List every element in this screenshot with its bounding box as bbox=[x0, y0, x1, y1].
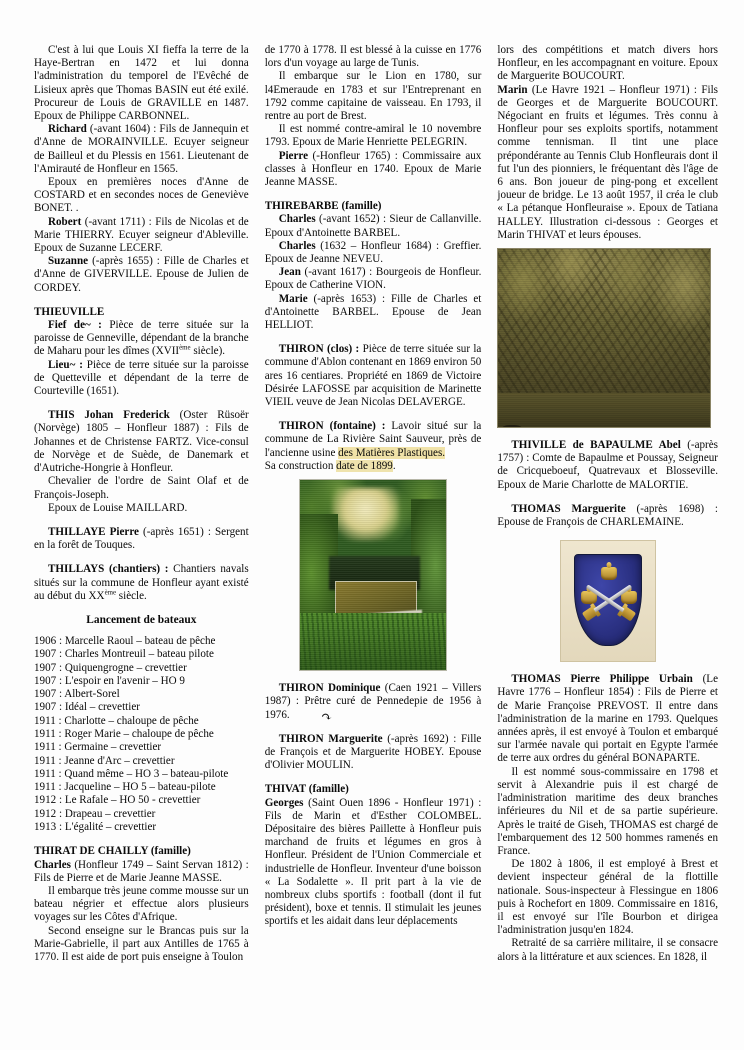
entry-charles1-thirebarbe bbox=[265, 213, 482, 239]
entry-thiron-dominique-wrap bbox=[264, 682, 482, 726]
spacer bbox=[265, 189, 482, 200]
highlighted-text-matieres-plastiques: des Matières Plastiques. bbox=[338, 446, 446, 459]
photo-grain bbox=[300, 480, 446, 670]
list-item: 1912 : Drapeau – crevettier bbox=[34, 807, 156, 820]
entry-lieu bbox=[34, 359, 249, 399]
spacer bbox=[265, 409, 482, 420]
paragraph-continuation-1: de 1770 à 1778. Il est blessé à la cuisse en 1776 lors d'un voyage au large de Tunis. bbox=[264, 44, 482, 70]
spacer bbox=[265, 772, 482, 783]
entry-body-lieu: Pièce de terre située sur la paroisse de Quetteville et dépendant de la terre de Courteville (1651). bbox=[34, 358, 249, 398]
entry-name-suzanne: Suzanne bbox=[48, 255, 89, 268]
entry-marie-thirebarbe bbox=[265, 293, 482, 333]
entry-marin-thivat bbox=[497, 84, 718, 242]
entry-body-charles-1: (-avant 1652) : Sieur de Callanville. Epoux d'Antoinette BARBEL. bbox=[264, 213, 482, 239]
paragraph-epoux-noces: Epoux en premières noces d'Anne de COSTARD et en secondes noces de Geneviève BONET. . bbox=[34, 176, 249, 215]
entry-body-period: . bbox=[392, 459, 396, 472]
list-item: 1912 : Le Rafale – HO 50 - crevettier bbox=[34, 794, 201, 807]
entry-body-thillays-2: siècle. bbox=[116, 589, 147, 602]
entry-thomas-pierre-philippe bbox=[497, 673, 718, 765]
entry-charles-thirat bbox=[34, 859, 249, 885]
list-item: 1911 : Quand même – HO 3 – bateau-pilote bbox=[34, 767, 229, 780]
entry-thomas-line2: Il est nommé sous-commissaire en 1798 et servit à Alexandrie puis il est chargé de l'administration maritime des deux branches inférieures du Nil et de sa partie supérieure. Après le traité de Giseh, THOMAS est chargé de l'embarquement des 12 500 hommes ramenés en France. bbox=[497, 765, 718, 857]
entry-body-thiron-fontaine: Lavoir situé sur la commune de La Rivière Saint Sauveur, près de l'ancienne usine bbox=[264, 420, 482, 459]
paragraph-col3-continuation: lors des compétitions et match divers hors Honfleur, en les accompagnant en voiture. Epoux de Marguerite BOUCOURT. bbox=[497, 44, 718, 83]
entry-thillays bbox=[34, 563, 249, 603]
entry-robert bbox=[34, 216, 249, 256]
entry-body-thiron-marguerite: (-après 1692) : Fille de François et de Marguerite HOBEY. Epouse d'Olivier MOULIN. bbox=[264, 732, 482, 772]
spacer bbox=[34, 552, 249, 563]
entry-body-charles-2: (1632 – Honfleur 1684) : Greffier. Epoux de Jeanne NEVEU. bbox=[264, 239, 482, 266]
entry-name-thillaye: THILLAYE Pierre bbox=[48, 525, 139, 538]
entry-georges-thivat bbox=[265, 797, 482, 929]
entry-this-johan bbox=[34, 409, 249, 475]
highlighted-text-date-1899: date de 1899 bbox=[336, 459, 393, 472]
column-2 bbox=[265, 44, 498, 1022]
list-item: 1911 : Jeanne d'Arc – crevettier bbox=[34, 754, 175, 767]
entry-body-thillays: Chantiers navals situés sur la commune de Honfleur ayant existé au début du XX bbox=[34, 563, 249, 602]
entry-name-thomas: THOMAS Pierre Philippe Urbain bbox=[511, 673, 693, 686]
entry-body-thillaye: (-après 1651) : Sergent en la forêt de Touques. bbox=[34, 525, 249, 552]
entry-name-charles: Charles bbox=[34, 858, 71, 871]
figure-lavoir-thiron bbox=[265, 479, 482, 671]
entry-body-this: (Oster Rüsoër (Norvège) 1805 – Honfleur 1887) : Fils de Johannes et de Christense FARTZ. Vice-consul de Norvège et de Suède, de Danemark et d'Autriche-Hongrie à Honfleur. bbox=[34, 409, 249, 475]
entry-this-line2: Chevalier de l'ordre de Saint Olaf et de François-Joseph. bbox=[34, 475, 249, 501]
list-item: 1907 : Charles Montreuil – bateau pilote bbox=[34, 648, 214, 661]
figure-thivat-family bbox=[497, 248, 718, 428]
spacer bbox=[34, 603, 249, 614]
entry-name-thillays: THILLAYS (chantiers) : bbox=[48, 563, 169, 576]
entry-body-robert: (-avant 1711) : Fils de Nicolas et de Marie THIERRY. Ecuyer seigneur d'Ableville. Epoux de Suzanne LECERF. bbox=[34, 215, 249, 255]
heraldic-shield bbox=[574, 554, 642, 646]
entry-body-jean: (-avant 1617) : Bourgeois de Honfleur. Epoux de Catherine VION. bbox=[264, 266, 482, 292]
entry-thillaye bbox=[34, 526, 249, 552]
spacer bbox=[265, 671, 482, 682]
paragraph-continuation-3: Il est nommé contre-amiral le 10 novembre 1793. Epoux de Marie Henriette PELEGRIN. bbox=[264, 123, 482, 149]
entry-name-richard: Richard bbox=[48, 123, 87, 136]
superscript-eme-2: ème bbox=[104, 589, 117, 597]
entry-name-jean: Jean bbox=[278, 266, 301, 279]
spacer bbox=[497, 428, 718, 439]
entry-this-line3: Epoux de Louise MAILLARD. bbox=[48, 501, 188, 514]
spacer bbox=[497, 492, 718, 503]
entry-body-charles: (Honfleur 1749 – Saint Servan 1812) : Fils de Pierre et de Marie Jeanne MASSE. bbox=[34, 858, 249, 884]
list-item: 1907 : Idéal – crevettier bbox=[34, 701, 140, 714]
column-3 bbox=[497, 44, 718, 1022]
list-item: 1906 : Marcelle Raoul – bateau de pêche bbox=[34, 634, 216, 647]
entry-name-charles-1: Charles bbox=[278, 213, 316, 226]
figure-coat-of-arms bbox=[497, 540, 718, 662]
crown-icon bbox=[601, 567, 617, 580]
spacer bbox=[34, 295, 249, 306]
entry-name-pierre: Pierre bbox=[278, 149, 309, 162]
entry-name-thiron-marguerite: THIRON Marguerite bbox=[278, 732, 383, 745]
lavoir-photo bbox=[299, 479, 447, 671]
heading-thieuville: THIEUVILLE bbox=[34, 305, 105, 318]
entry-name-robert: Robert bbox=[48, 215, 82, 228]
entry-name-thomas-marguerite: THOMAS Marguerite bbox=[511, 502, 626, 515]
entry-body-thomas-marguerite: (-après 1698) : Epouse de François de CHARLEMAINE. bbox=[497, 502, 718, 529]
entry-thomas-line3: De 1802 à 1806, il est employé à Brest et devient inspecteur général de la flottille nationale. Sous-inspecteur à Flessingue en 1806 puis à Rochefort en 1809. Commissaire en 1816, il est envoyé sur l'île Bourbon et dirigea l'administration jusqu'en 1824. bbox=[497, 858, 718, 937]
list-item: 1907 : Quiquengrogne – crevettier bbox=[34, 661, 187, 674]
entry-name-thiville: THIVILLE de BAPAULME Abel bbox=[511, 439, 681, 452]
entry-charles-line2: Il embarque très jeune comme mousse sur un bateau négrier et effectue alors plusieurs voyages sur les Côtes d'Afrique. bbox=[34, 884, 249, 924]
spacer bbox=[34, 515, 249, 526]
entry-suzanne bbox=[34, 255, 249, 295]
entry-body-pierre: (-Honfleur 1765) : Commissaire aux classes à Honfleur en 1740. Epoux de Marie Jeanne MASSE. bbox=[264, 149, 482, 189]
entry-body-georges: (Saint Ouen 1896 - Honfleur 1971) : Fils de Marin et d'Esther COLOMBEL. Dépositaire des bières Paillette à Honfleur puis marchand de fruits et légumes en gros à Honfleur. Président de l'Union Commerciale et industrielle de Honfleur. Inventeur d'une boisson « La Sodalette ». Il prit part à la vie de nombreux clubs sportifs : football (dont il fut président), boxe et tennis. Il stimulait les jeunes sportifs et les aidait dans leur déplacements bbox=[264, 796, 482, 928]
entry-thiville-de-bapaulme bbox=[497, 439, 718, 492]
entry-name-thiron-clos: THIRON (clos) : bbox=[278, 343, 360, 356]
photo-grain bbox=[498, 249, 710, 427]
entry-body-construction: Sa construction bbox=[264, 459, 337, 472]
list-item: 1907 : Albert-Sorel bbox=[34, 688, 120, 701]
entry-thiron-dominique bbox=[265, 682, 482, 722]
list-item: 1911 : Roger Marie – chaloupe de pêche bbox=[34, 728, 214, 740]
spacer bbox=[497, 529, 718, 540]
entry-body-richard: (-avant 1604) : Fils de Jannequin et d'Anne de MORAINVILLE. Ecuyer seigneur de Bailleul et du Plessis en 1561. Lieutenant de l'Amirauté de Honfleur en 1565. bbox=[34, 123, 249, 175]
entry-name-thiron-fontaine: THIRON (fontaine) : bbox=[278, 420, 386, 433]
spacer bbox=[34, 398, 249, 409]
boats-list-title: Lancement de bateaux bbox=[86, 613, 197, 626]
entry-thomas-marguerite bbox=[497, 503, 718, 529]
entry-body-fief: Pièce de terre située sur la paroisse de Genneville, dépendant de la branche de Maharu pour les dîmes (XVII bbox=[34, 319, 249, 358]
heading-thirebarbe: THIREBARBE (famille) bbox=[264, 200, 382, 213]
entry-thiron-clos bbox=[265, 343, 482, 409]
entry-body-thiville: (-après 1757) : Comte de Bapaulme et Poussay, Seigneur de Cricqueboeuf, Quatrevaux et Blosseville. Epoux de Marie Charlotte de MALORTIE. bbox=[497, 439, 718, 491]
spacer bbox=[34, 834, 249, 845]
heading-thivat: THIVAT (famille) bbox=[264, 783, 349, 796]
entry-name-georges: Georges bbox=[264, 796, 304, 809]
entry-fief-de bbox=[34, 319, 249, 359]
entry-jean-thirebarbe bbox=[265, 266, 482, 292]
boats-launch-list bbox=[34, 635, 249, 834]
entry-body-thiron-dominique: (Caen 1921 – Villers 1987) : Prêtre curé de Pennedepie de 1956 à 1976. bbox=[264, 682, 482, 721]
list-item: 1913 : L'égalité – crevettier bbox=[34, 821, 157, 834]
entry-body-fief-2: siècle). bbox=[190, 345, 226, 358]
entry-name-marin: Marin bbox=[497, 83, 528, 96]
entry-name-thiron-dominique: THIRON Dominique bbox=[278, 682, 381, 695]
entry-body-suzanne: (-après 1655) : Fille de Charles et d'Anne de GIVERVILLE. Epouse de Julien de CORDEY. bbox=[34, 255, 249, 294]
coat-of-arms-image bbox=[560, 540, 656, 662]
paragraph-continuation-2: Il embarque sur le Lion en 1780, sur l4Emeraude en 1783 et sur l'Entreprenant en 1792 comme capitaine de vaisseau. En 1793, il rentre au port de Brest. bbox=[264, 70, 482, 123]
entry-thomas-line4: Retraité de sa carrière militaire, il se consacre alors à la littérature et aux sciences. En 1828, il bbox=[497, 937, 718, 963]
heading-thirat-de-chailly: THIRAT DE CHAILLY (famille) bbox=[34, 845, 191, 858]
list-item: 1911 : Germaine – crevettier bbox=[34, 741, 162, 754]
entry-name-lieu: Lieu~ : bbox=[48, 358, 83, 371]
entry-pierre bbox=[265, 150, 482, 190]
three-column-layout bbox=[34, 44, 718, 1022]
scan-artifact-mark: ↷ bbox=[319, 708, 334, 726]
group-photo-sepia bbox=[497, 248, 711, 428]
entry-thiron-fontaine bbox=[265, 420, 482, 460]
entry-body-marie: (-après 1653) : Fille de Charles et d'Antoinette BARBEL. Epouse de Jean HELLIOT. bbox=[264, 292, 482, 332]
entry-name-marie: Marie bbox=[278, 292, 308, 305]
entry-body-thiron-clos: Pièce de terre située sur la commune d'Ablon contenant en 1869 environ 50 ares 16 centiares. Propriété en 1869 de Victoire Désirée LAFOSSE par acquisition de Marinette VIEIL veuve de Jean Nicolas DELAVERGE. bbox=[264, 343, 482, 409]
paragraph-thieuville-intro: C'est à lui que Louis XI fieffa la terre de la Haye-Bertran en 1472 et lui donna l'administration du temporel de l'Evêché de Lisieux après que Thomas BASIN eut été exilé. Procureur de Louis de GRAVILLE en 1487. Epoux de Philippe CARBONNEL. bbox=[34, 44, 249, 123]
column-1 bbox=[34, 44, 265, 1022]
entry-body-thomas: (Le Havre 1776 – Honfleur 1854) : Fils de Pierre et de Marie Françoise PREVOST. Il entre dans l'administration de la marine en 1793. Quelques années après, il est envoyé à Toulon et embarqué sur l'armée navale qui portait en Egypte l'armée de terre aux ordres du général BONAPARTE. bbox=[497, 673, 718, 765]
entry-charles2-thirebarbe bbox=[265, 240, 482, 266]
entry-name-charles-2: Charles bbox=[278, 239, 316, 252]
list-item: 1911 : Jacqueline – HO 5 – bateau-pilote bbox=[34, 781, 216, 794]
spacer bbox=[497, 662, 718, 673]
entry-thiron-fontaine-line2 bbox=[265, 460, 482, 473]
entry-charles-line3: Second enseigne sur le Brancas puis sur la Marie-Gabrielle, il part aux Antilles de 1765 à 1770. Il est aide de port puis enseigne à Toulon bbox=[34, 924, 249, 963]
spacer bbox=[265, 332, 482, 343]
entry-richard bbox=[34, 123, 249, 176]
superscript-eme: ème bbox=[179, 344, 191, 352]
spacer bbox=[265, 722, 482, 733]
entry-name-fief: Fief de~ : bbox=[48, 319, 102, 332]
entry-thiron-marguerite bbox=[265, 733, 482, 773]
list-item: 1907 : L'espoir en l'avenir – HO 9 bbox=[34, 674, 185, 687]
entry-name-this: THIS Johan Frederick bbox=[48, 409, 170, 422]
entry-body-marin: (Le Havre 1921 – Honfleur 1971) : Fils de Georges et de Marguerite BOUCOURT. Négociant en fruits et légumes. Très connu à Honfleur pour ses exploits sportifs, notamment comme tennisman. Il tint une place prépondérante au Tennis Club Honfleurais dont il fut l'un des pionniers, le fréquentant dès l'âge de 6 ans. Bon joueur de ping-pong et excellent joueur de bridge. Le 13 août 1957, il créa le club « La pétanque Honfleuraise ». Epoux de Tatiana HALLEY. Illustration ci-dessous : Georges et Marin THIVAT et leurs épouses. bbox=[497, 83, 718, 241]
list-item: 1911 : Charlotte – chaloupe de pêche bbox=[34, 714, 199, 727]
